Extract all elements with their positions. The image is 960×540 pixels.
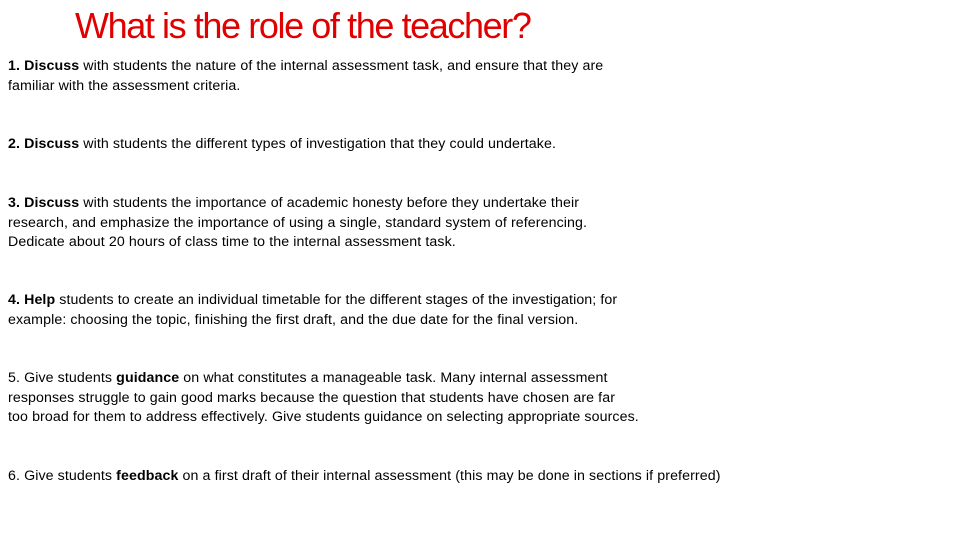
item-text: on what constitutes a manageable task. Many internal assessment [179,370,608,386]
item-number: 2. [8,136,21,152]
item-number: 3. [8,195,21,211]
item-number: 1. [8,58,21,74]
list-item [8,135,556,155]
item-lead-verb: Discuss [24,136,80,152]
item-lead-word: feedback [116,468,179,484]
item-line [8,135,556,155]
item-prefix: 5. Give students [8,370,117,386]
item-lead-verb: Discuss [24,195,80,211]
item-lead-verb: Help [24,292,56,308]
list-item [8,291,617,330]
list-item [8,369,639,428]
item-text: example: choosing the topic, finishing the first draft, and the due date for the final version. [8,311,579,328]
item-text: Dedicate about 20 hours of class time to the internal assessment task. [8,234,456,250]
item-line [8,467,721,487]
item-line [8,57,603,77]
item-line [8,194,587,214]
item-lead-word: guidance [116,370,180,386]
item-text: with students the nature of the internal assessment task, and ensure that they are [79,58,604,74]
item-text: too broad for them to address effectively. Give students guidance on selecting appropriate sources. [8,409,639,425]
item-text: students to create an individual timetable for the different stages of the investigation; for [55,292,618,308]
item-lead-verb: Discuss [24,58,80,74]
item-line [8,369,639,389]
item-text: with students the different types of investigation that they could undertake. [79,136,557,152]
slide-title: What is the role of the teacher? [75,5,531,46]
list-item [8,57,603,96]
item-text: on a first draft of their internal assessment (this may be done in sections if preferred) [178,468,721,484]
list-item [8,194,587,253]
item-text: responses struggle to gain good marks because the question that students have chosen are far [8,389,616,406]
item-line [8,291,617,311]
item-number: 4. [8,292,21,308]
item-text: research, and emphasize the importance of using a single, standard system of referencing. [8,214,588,231]
list-item [8,467,721,487]
item-text: with students the importance of academic honesty before they undertake their [79,195,580,211]
item-prefix: 6. Give students [8,468,117,484]
item-text: familiar with the assessment criteria. [8,77,241,94]
